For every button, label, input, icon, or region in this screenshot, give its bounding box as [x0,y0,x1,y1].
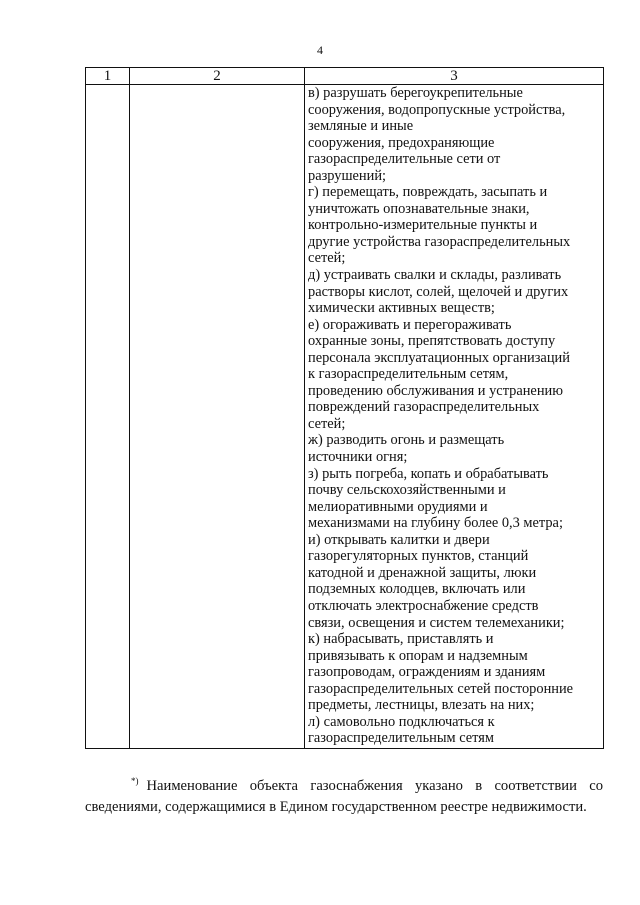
restriction-line: проведению обслуживания и устранению [308,382,563,399]
restrictions-text [305,85,603,748]
restriction-line: газораспределительных сетей посторонние [308,680,574,697]
restriction-line: механизмами на глубину более 0,3 метра; [308,515,563,532]
restriction-line: сетей; [308,250,346,267]
restriction-line: з) рыть погреба, копать и обрабатывать [308,465,549,482]
restriction-line: л) самовольно подключаться к [308,713,495,730]
restriction-line: предметы, лестницы, влезать на них; [308,697,535,714]
footnote-marker: *) [131,776,139,786]
restriction-line: д) устраивать свалки и склады, разливать [308,267,562,284]
restriction-line: к газораспределительным сетям, [308,366,509,383]
column-header-2: 2 [130,68,305,85]
zone-restrictions-table [85,67,604,749]
restriction-line: разрушений; [308,167,387,184]
restriction-line: сетей; [308,415,346,432]
table-cell-col2 [130,85,305,749]
restriction-line: персонала эксплуатационных организаций [308,349,570,366]
restriction-line: сооружения, водопропускные устройства, [308,101,566,118]
restriction-line: почву сельскохозяйственными и [308,482,506,499]
restriction-line: контрольно-измерительные пункты и [308,217,538,234]
table-row [86,85,604,749]
restriction-line: ж) разводить огонь и размещать [308,432,505,449]
restriction-line: источники огня; [308,449,408,466]
restriction-line: земляные и иные [308,118,414,135]
restriction-line: катодной и дренажной защиты, люки [308,564,537,581]
restriction-line: химически активных веществ; [308,300,495,317]
table-header-row [86,68,604,85]
restriction-line: в) разрушать берегоукрепительные [308,85,523,101]
restriction-line: газораспределительным сетям [308,730,495,747]
restriction-line: е) огораживать и перегораживать [308,316,512,333]
restriction-line: подземных колодцев, включать или [308,581,526,598]
page-number: 4 [317,43,323,57]
footnote-line-1: Наименование объекта газоснабжения указано в соответствии со [146,778,603,794]
footnote [85,771,603,818]
restriction-line: газопроводам, ограждениям и зданиям [308,664,546,681]
table-cell-col3 [305,85,604,749]
restriction-line: газорегуляторных пунктов, станций [308,548,529,565]
restriction-line: газораспределительные сети от [308,151,501,168]
restriction-line: уничтожать опознавательные знаки, [308,200,530,217]
restriction-line: растворы кислот, солей, щелочей и других [308,283,569,300]
restriction-line: охранные зоны, препятствовать доступу [308,333,556,350]
restriction-line: г) перемещать, повреждать, засыпать и [308,184,548,201]
footnote-line-2: сведениями, содержащимися в Едином государственном реестре недвижимости. [85,799,587,815]
column-header-3: 3 [305,68,604,85]
table-cell-col1 [86,85,130,749]
restriction-line: и) открывать калитки и двери [308,531,490,548]
restriction-line: к) набрасывать, приставлять и [308,631,494,648]
column-header-1: 1 [86,68,130,85]
restriction-line: связи, освещения и систем телемеханики; [308,614,565,631]
restriction-line: сооружения, предохраняющие [308,134,495,151]
restriction-line: повреждений газораспределительных [308,399,540,416]
restriction-line: другие устройства газораспределительных [308,233,571,250]
restriction-line: мелиоративными орудиями и [308,498,488,515]
restriction-line: привязывать к опорам и надземным [308,647,528,664]
restriction-line: отключать электроснабжение средств [308,597,539,614]
